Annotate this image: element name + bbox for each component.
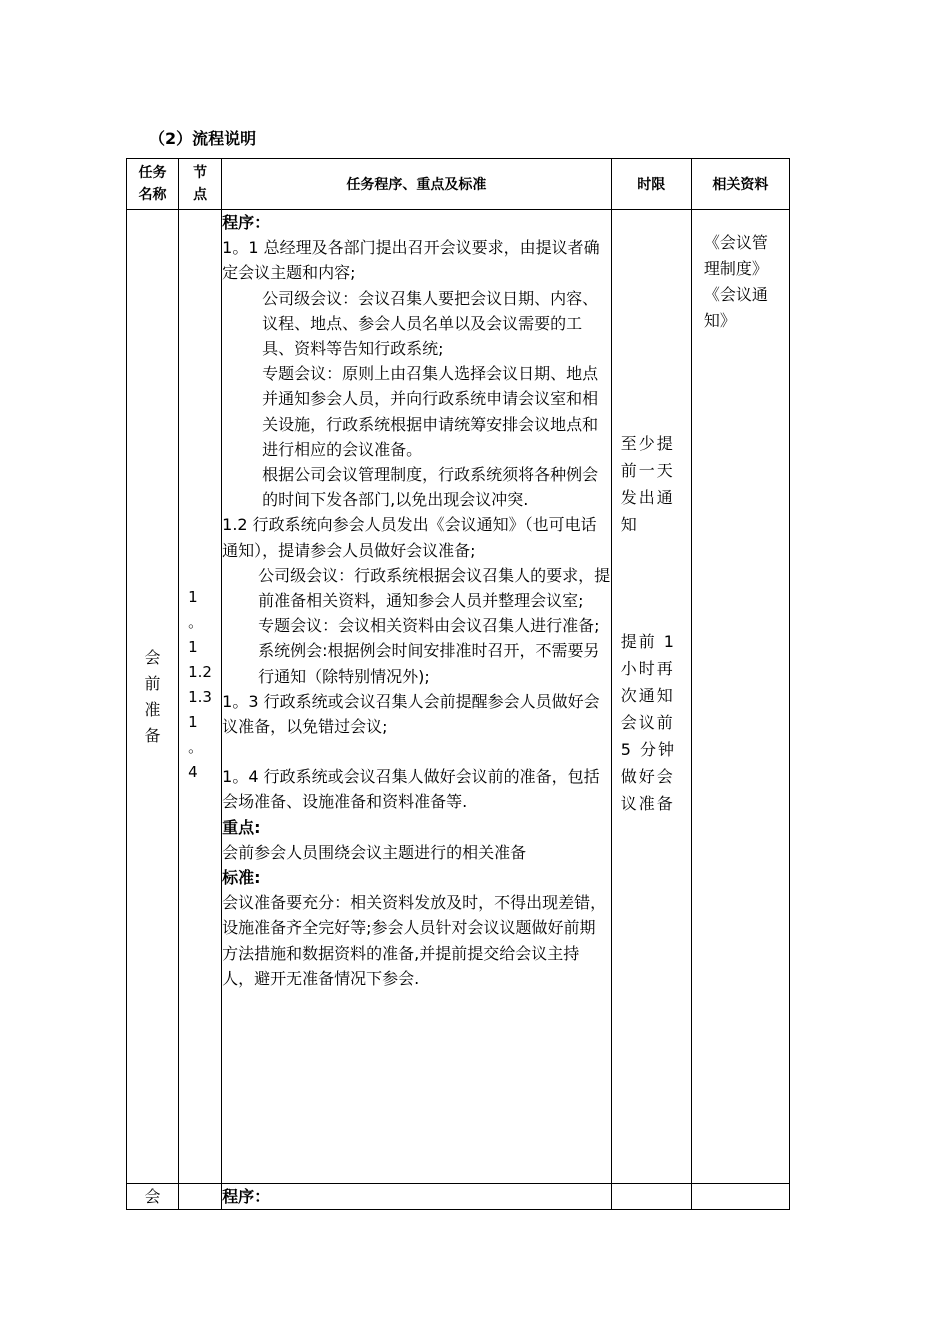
time-limit-1: 至少提前一天发出通知 — [620, 434, 675, 534]
task-name-cell: 会 — [127, 1184, 179, 1210]
table-header-row — [127, 159, 790, 210]
header-procedure: 任务程序、重点及标准 — [222, 159, 612, 210]
header-ref: 相关资料 — [691, 159, 789, 210]
step-1-2-special: 专题会议：会议相关资料由会议召集人进行准备; — [258, 616, 600, 636]
task-name-cell: 会 前 准 备 — [127, 210, 179, 1184]
time-cell — [611, 1184, 691, 1210]
table-row — [127, 210, 790, 1184]
program-label: 程序： — [222, 213, 271, 232]
header-time: 时限 — [611, 159, 691, 210]
step-1-1-regular: 根据公司会议管理制度，行政系统须将各种例会的时间下发各部门,以免出现会议冲突. — [262, 465, 599, 510]
key-label: 重点: — [222, 817, 261, 837]
time-cell — [611, 210, 691, 1184]
program-label: 程序： — [222, 1187, 271, 1206]
time-limit-2: 提前 1 小时再次通知会议前 5 分钟做好会议准备 — [620, 632, 676, 813]
procedure-cell — [222, 1184, 612, 1210]
process-table — [126, 158, 790, 1210]
reference-cell — [691, 1184, 789, 1210]
step-1-2-company: 公司级会议：行政系统根据会议召集人的要求，提前准备相关资料，通知参会人员并整理会议室; — [258, 565, 611, 611]
step-1-2: 1.2 行政系统向参会人员发出《会议通知》（也可电话通知），提请参会人员做好会议准备; — [222, 515, 597, 560]
reference-cell: 《会议管理制度》《会议通知》 — [691, 210, 789, 1184]
procedure-cell — [222, 210, 612, 1184]
header-node: 节 点 — [179, 159, 222, 210]
step-1-4: 1。4 行政系统或会议召集人做好会议前的准备，包括会场准备、设施准备和资料准备等. — [222, 767, 600, 812]
standard-label: 标准: — [222, 868, 261, 888]
standard-text: 会议准备要充分：相关资料发放及时，不得出现差错，设施准备齐全完好等;参会人员针对会议议题做好前期方法措施和数据资料的准备,并提前提交给会议主持人，避开无准备情况下参会. — [222, 893, 607, 988]
node-cell — [179, 1184, 222, 1210]
node-cell: 1 。 1 1.2 1.3 1 。 4 — [179, 210, 222, 1184]
section-heading: （2）流程说明 — [149, 129, 257, 148]
step-1-3: 1。3 行政系统或会议召集人会前提醒参会人员做好会议准备，以免错过会议; — [222, 691, 600, 737]
key-text: 会前参会人员围绕会议主题进行的相关准备 — [222, 842, 527, 862]
step-1-1-special: 专题会议：原则上由召集人选择会议日期、地点并通知参会人员，并向行政系统申请会议室和相关设施，行政系统根据申请统筹安排会议地点和进行相应的会议准备。 — [262, 364, 599, 459]
step-1-2-regular: 系统例会:根据例会时间安排准时召开，不需要另行通知（除特别情况外); — [258, 641, 600, 686]
step-1-1-company: 公司级会议：会议召集人要把会议日期、内容、议程、地点、参会人员名单以及会议需要的工具、资料等告知行政系统; — [262, 288, 599, 359]
step-1-1: 1。1 总经理及各部门提出召开会议要求，由提议者确定会议主题和内容; — [222, 238, 600, 283]
table-row — [127, 1184, 790, 1210]
header-task-name: 任务 名称 — [127, 159, 179, 210]
